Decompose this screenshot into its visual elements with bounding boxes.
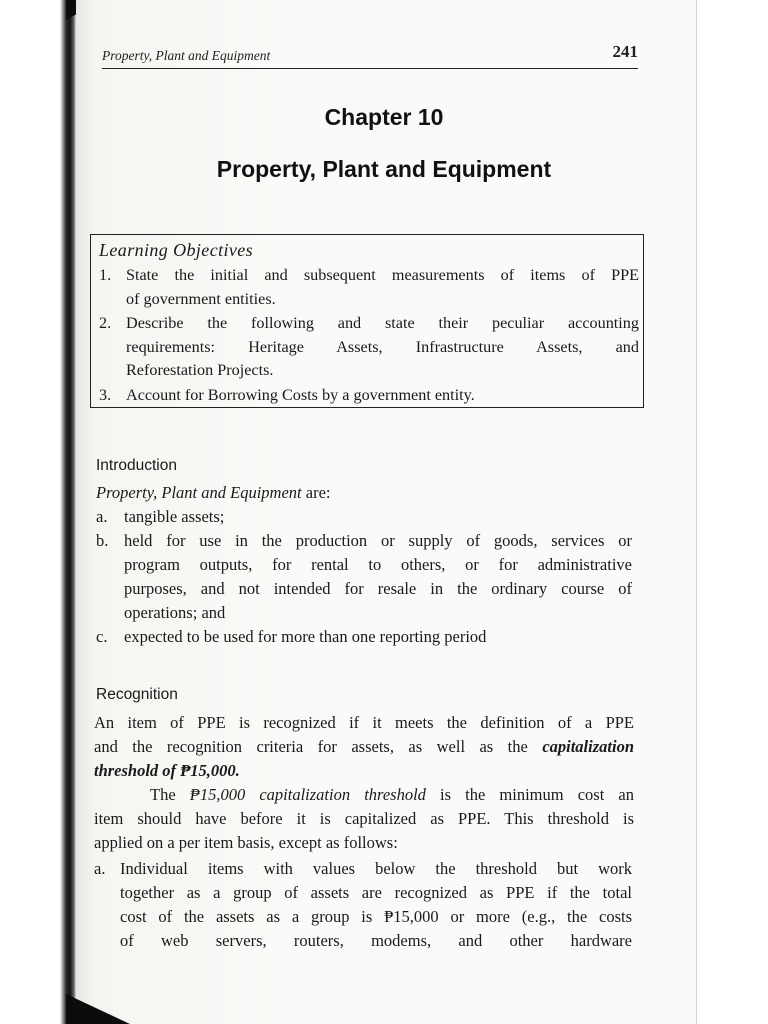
lead-rest: are: [301, 483, 331, 502]
recognition-list-text [120, 857, 632, 953]
text-run: and the recognition criteria for assets, as well as the [94, 737, 543, 756]
emphasis-run: capitalization [542, 737, 634, 756]
recognition-heading: Recognition [96, 686, 178, 703]
recognition-paragraph-1 [94, 711, 634, 783]
objective-line: requirements: Heritage Assets, Infrastructure Assets, and [126, 337, 639, 356]
list-line: held for use in the production or supply of goods, services or [124, 531, 632, 550]
running-title: Property, Plant and Equipment [102, 48, 271, 63]
recognition-paragraph-2 [94, 783, 634, 855]
objective-line: of government entities. [126, 289, 276, 308]
text-run: is the minimum cost an [425, 785, 634, 804]
objective-line: State the initial and subsequent measurements of items of PPE [126, 266, 639, 284]
paragraph-line: applied on a per item basis, except as follows: [94, 833, 398, 852]
objective-line: Describe the following and state their peculiar accounting [126, 314, 639, 332]
list-line: tangible assets; [124, 507, 225, 526]
learning-objectives-box [90, 234, 644, 408]
list-line: program outputs, for rental to others, or for administrative [124, 555, 632, 574]
list-letter: a. [94, 859, 106, 878]
list-line: of web servers, routers, modems, and other hardware [120, 931, 632, 950]
objective-line: Reforestation Projects. [126, 361, 274, 379]
list-item [96, 505, 107, 529]
paragraph-line: threshold of ₱15,000. [94, 761, 240, 780]
list-line: purposes, and not intended for resale in the ordinary course of [124, 579, 632, 598]
introduction-heading: Introduction [96, 457, 177, 474]
list-letter: b. [96, 531, 109, 550]
paragraph-line [94, 783, 634, 807]
introduction-lead [96, 481, 330, 505]
running-header [102, 42, 638, 69]
objective-line: Account for Borrowing Costs by a government entity. [126, 386, 475, 404]
emphasis-run: ₱15,000 capitalization threshold [189, 785, 426, 804]
list-item [96, 529, 108, 553]
list-item-text [124, 505, 224, 529]
lead-term: Property, Plant and Equipment [96, 483, 302, 502]
paragraph-line: item should have before it is capitalized as PPE. This threshold is [94, 809, 634, 828]
paragraph-line [94, 735, 634, 759]
list-letter: a. [96, 507, 108, 526]
list-item-text [124, 625, 486, 649]
list-item [96, 625, 107, 649]
paragraph-line: An item of PPE is recognized if it meets the definition of a PPE [94, 713, 634, 732]
objective-number: 2. [99, 314, 112, 332]
objective-number: 1. [99, 266, 112, 284]
chapter-label: Chapter 10 [324, 104, 444, 130]
page-number: 241 [612, 42, 638, 61]
recognition-list-letter [94, 857, 105, 881]
text-run: The [150, 785, 190, 804]
list-letter: c. [96, 627, 108, 646]
list-line: cost of the assets as a group is ₱15,000 or more (e.g., the costs [120, 907, 632, 926]
scan-margin [696, 0, 768, 1024]
book-binding-edge [0, 0, 76, 1024]
list-item-text [124, 529, 632, 625]
list-line: together as a group of assets are recognized as PPE if the total [120, 883, 632, 902]
list-line: operations; and [124, 603, 226, 622]
list-line: expected to be used for more than one reporting period [124, 627, 487, 646]
objective-number: 3. [99, 386, 112, 404]
list-line: Individual items with values below the threshold but work [120, 859, 632, 878]
objectives-heading: Learning Objectives [99, 240, 254, 260]
chapter-title: Property, Plant and Equipment [216, 156, 552, 182]
